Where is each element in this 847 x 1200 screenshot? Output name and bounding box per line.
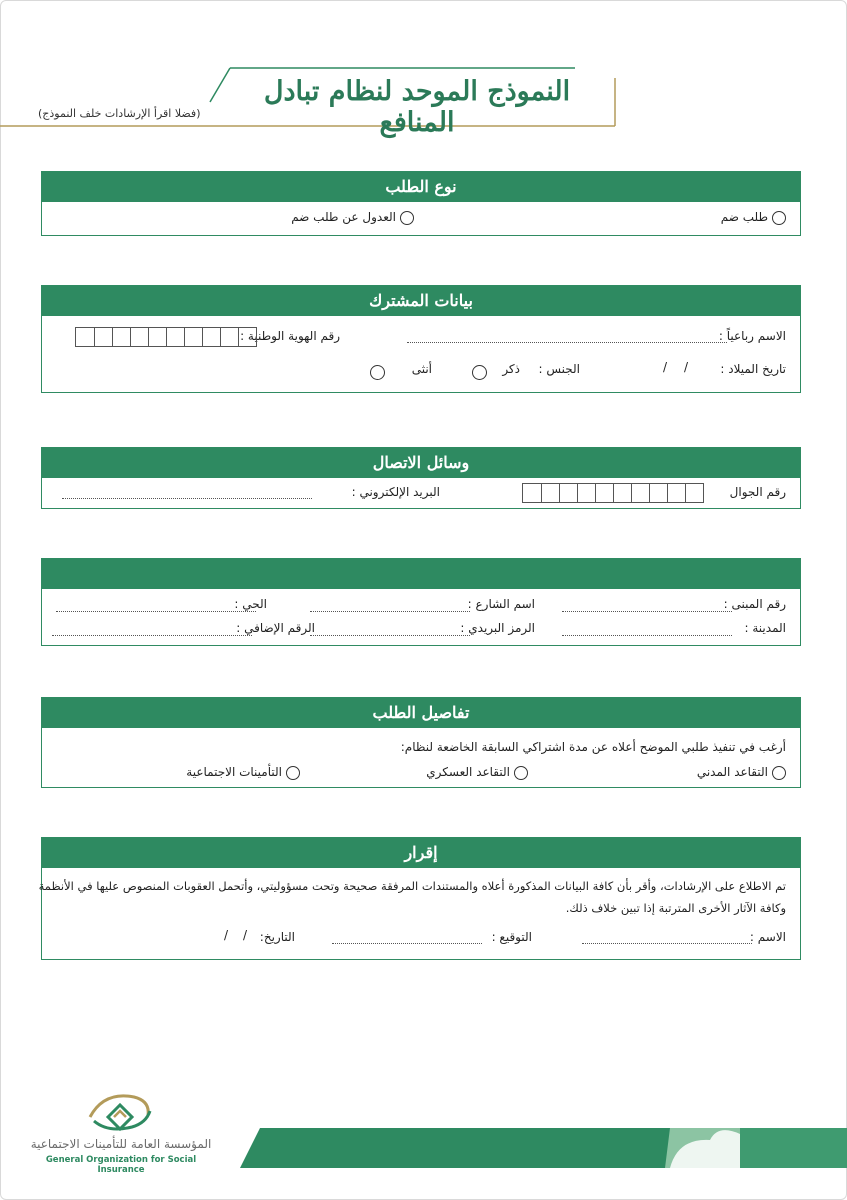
request-statement: أرغب في تنفيذ طلبي الموضح أعلاه عن مدة اشتراكي السابقة الخاضعة لنظام: [400, 740, 786, 754]
mobile-number-boxes[interactable] [522, 483, 704, 503]
gosi-logo-icon [84, 1087, 156, 1137]
street-name-field[interactable] [310, 611, 470, 612]
birth-date-label: تاريخ الميلاد : [720, 362, 786, 376]
section-header: وسائل الاتصال [42, 448, 800, 478]
request-type-section [41, 171, 801, 236]
option-social-insurance[interactable]: التأمينات الاجتماعية [186, 765, 300, 780]
section-header [42, 559, 800, 589]
radio-circle-icon[interactable] [772, 766, 786, 780]
radio-circle-icon[interactable] [400, 211, 414, 225]
instructions-note: (فضلا اقرأ الإرشادات خلف النموذج) [38, 107, 201, 120]
gender-male-label: ذكر [502, 362, 520, 376]
email-field[interactable] [62, 498, 312, 499]
section-header: بيانات المشترك [42, 286, 800, 316]
footer-decorative-band [240, 1128, 847, 1168]
page-title: النموذج الموحد لنظام تبادل المنافع [263, 76, 571, 138]
city-label: المدينة : [744, 621, 786, 635]
declaration-line-1: تم الاطلاع على الإرشادات، وأقر بأن كافة البيانات المذكورة أعلاه والمستندات المرفقة صحيحة وتحت مسؤوليتي، وأتحمل العقوبات المنصوص عليها في الأنظمة [38, 879, 786, 893]
gender-label: الجنس : [538, 362, 580, 376]
section-header: تفاصيل الطلب [42, 698, 800, 728]
city-field[interactable] [562, 635, 732, 636]
radio-circle-icon[interactable] [514, 766, 528, 780]
national-id-boxes[interactable] [75, 327, 257, 347]
national-id-label: رقم الهوية الوطنية : [240, 329, 340, 343]
organization-name-arabic: المؤسسة العامة للتأمينات الاجتماعية [30, 1137, 212, 1151]
gender-male-radio-icon[interactable] [472, 365, 487, 380]
full-name-field[interactable] [407, 342, 727, 343]
date-separator: / [242, 928, 247, 942]
postal-code-label: الرمز البريدي : [460, 621, 535, 635]
signature-label: التوقيع : [491, 930, 532, 944]
option-military-retirement[interactable]: التقاعد العسكري [426, 765, 528, 780]
declaration-line-2: وكافة الآثار الأخرى المترتبة إذا تبين خلاف ذلك. [565, 901, 786, 915]
mobile-label: رقم الجوال [729, 485, 786, 499]
building-number-field[interactable] [562, 611, 732, 612]
full-name-label: الاسم رباعياً : [718, 329, 786, 343]
birth-date-separator: / [683, 360, 688, 374]
option-join-request[interactable]: طلب ضم [721, 210, 786, 225]
gender-female-radio-icon[interactable] [370, 365, 385, 380]
street-name-label: اسم الشارع : [467, 597, 535, 611]
subscriber-section [41, 285, 801, 393]
contact-section [41, 447, 801, 509]
request-details-section [41, 697, 801, 788]
declaration-section [38, 837, 801, 960]
additional-number-label: الرقم الإضافي : [236, 621, 315, 635]
postal-code-field[interactable] [310, 635, 470, 636]
organization-name-english: General Organization for Social Insurance [45, 1155, 197, 1175]
declarant-name-field[interactable] [582, 943, 752, 944]
address-section [41, 558, 801, 646]
option-civil-retirement[interactable]: التقاعد المدني [697, 765, 786, 780]
radio-circle-icon[interactable] [286, 766, 300, 780]
email-label: البريد الإلكتروني : [351, 485, 440, 499]
section-header: نوع الطلب [42, 172, 800, 202]
signature-field[interactable] [332, 943, 482, 944]
date-label: التاريخ: [259, 930, 295, 944]
birth-date-separator: / [662, 360, 667, 374]
option-withdraw-join-request[interactable]: العدول عن طلب ضم [291, 210, 414, 225]
radio-circle-icon[interactable] [772, 211, 786, 225]
district-label: الحي : [234, 597, 267, 611]
gender-female-label: أنثى [411, 362, 432, 376]
district-field[interactable] [56, 611, 256, 612]
date-separator: / [223, 928, 228, 942]
additional-number-field[interactable] [52, 635, 252, 636]
building-number-label: رقم المبنى : [723, 597, 786, 611]
section-header: إقرار [42, 838, 800, 868]
declarant-name-label: الاسم : [749, 930, 786, 944]
